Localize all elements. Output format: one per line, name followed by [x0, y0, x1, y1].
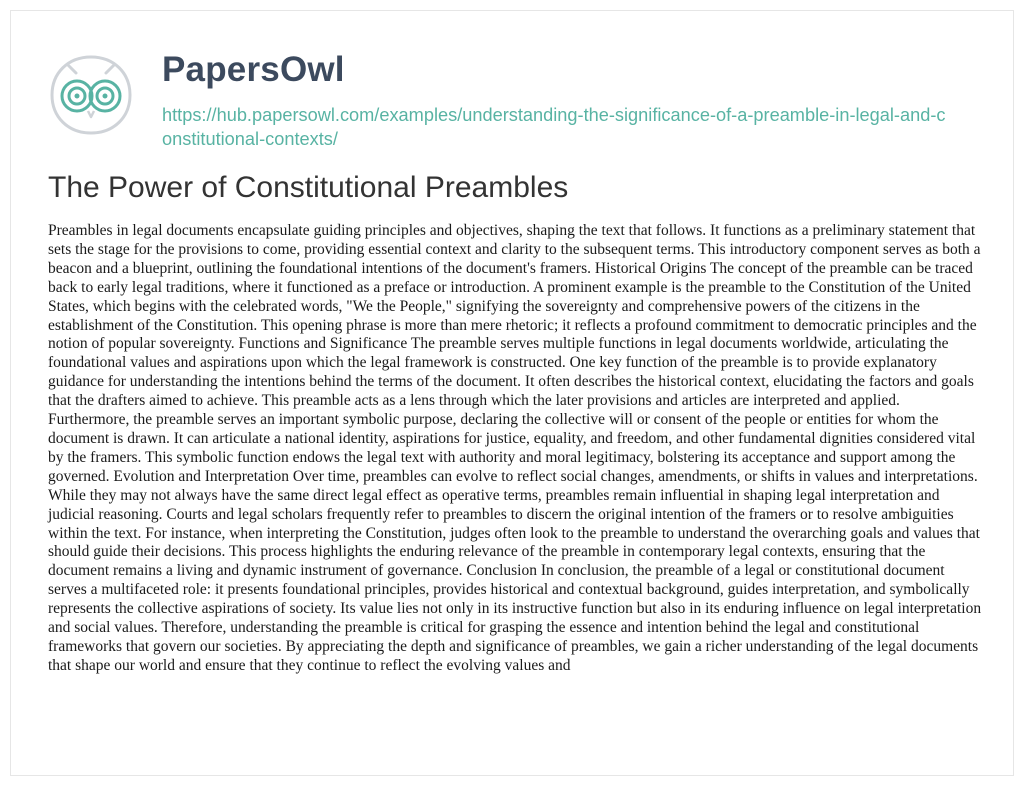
- brand-name: PapersOwl: [162, 50, 345, 89]
- header: [48, 47, 952, 151]
- owl-logo-icon: [48, 51, 134, 137]
- article-title: The Power of Constitutional Preambles: [48, 171, 569, 204]
- document-page: [10, 10, 1014, 776]
- source-url-link[interactable]: https://hub.papersowl.com/examples/understanding-the-significance-of-a-preamble-in-legal-and-constitutional-contexts/: [162, 105, 946, 149]
- brand-block: [162, 47, 952, 151]
- article-body: Preambles in legal documents encapsulate guiding principles and objectives, shaping the text that follows. It functions as a preliminary statement that sets the stage for the provisions to come, providing essential context and clarity to the subsequent terms. This introductory component serves as both a beacon and a blueprint, outlining the foundational intentions of the document's framers. Historical Origins The concept of the preamble can be traced back to early legal traditions, where it functioned as a preface or introduction. A prominent example is the preamble to the Constitution of the United States, which begins with the celebrated words, "We the People," signifying the sovereignty and comprehensive powers of the citizens in the establishment of the Constitution. This opening phrase is more than mere rhetoric; it reflects a profound commitment to democratic principles and the notion of popular sovereignty. Functions and Significance The preamble serves multiple functions in legal documents worldwide, articulating the foundational values and aspirations upon which the legal framework is constructed. One key function of the preamble is to provide explanatory guidance for understanding the intentions behind the terms of the document. It often describes the historical context, elucidating the factors and goals that the drafters aimed to achieve. This preamble acts as a lens through which the later provisions and articles are interpreted and applied. Furthermore, the preamble serves an important symbolic purpose, declaring the collective will or consent of the people or entities for whom the document is drawn. It can articulate a national identity, aspirations for justice, equality, and freedom, and other fundamental dignities considered vital by the framers. This symbolic function endows the legal text with authority and moral legitimacy, bolstering its acceptance and support among the governed. Evolution and Interpretation Over time, preambles can evolve to reflect social changes, amendments, or shifts in values and interpretations. While they may not always have the same direct legal effect as operative terms, preambles remain influential in shaping legal interpretation and judicial reasoning. Courts and legal scholars frequently refer to preambles to discern the original intention of the framers or to resolve ambiguities within the text. For instance, when interpreting the Constitution, judges often look to the preamble to understand the overarching goals and values that should guide their decisions. This process highlights the enduring relevance of the preamble in contemporary legal contexts, ensuring that the document remains a living and dynamic instrument of governance. Conclusion In conclusion, the preamble of a legal or constitutional document serves a multifaceted role: it presents foundational principles, provides historical and contextual background, guides interpretation, and symbolically represents the collective aspirations of society. Its value lies not only in its instructive function but also in its enduring influence on legal interpretation and social values. Therefore, understanding the preamble is critical for grasping the essence and intention behind the legal and constitutional frameworks that govern our societies. By appreciating the depth and significance of preambles, we gain a richer understanding of the legal documents that shape our world and ensure that they continue to reflect the evolving values and: [48, 222, 982, 674]
